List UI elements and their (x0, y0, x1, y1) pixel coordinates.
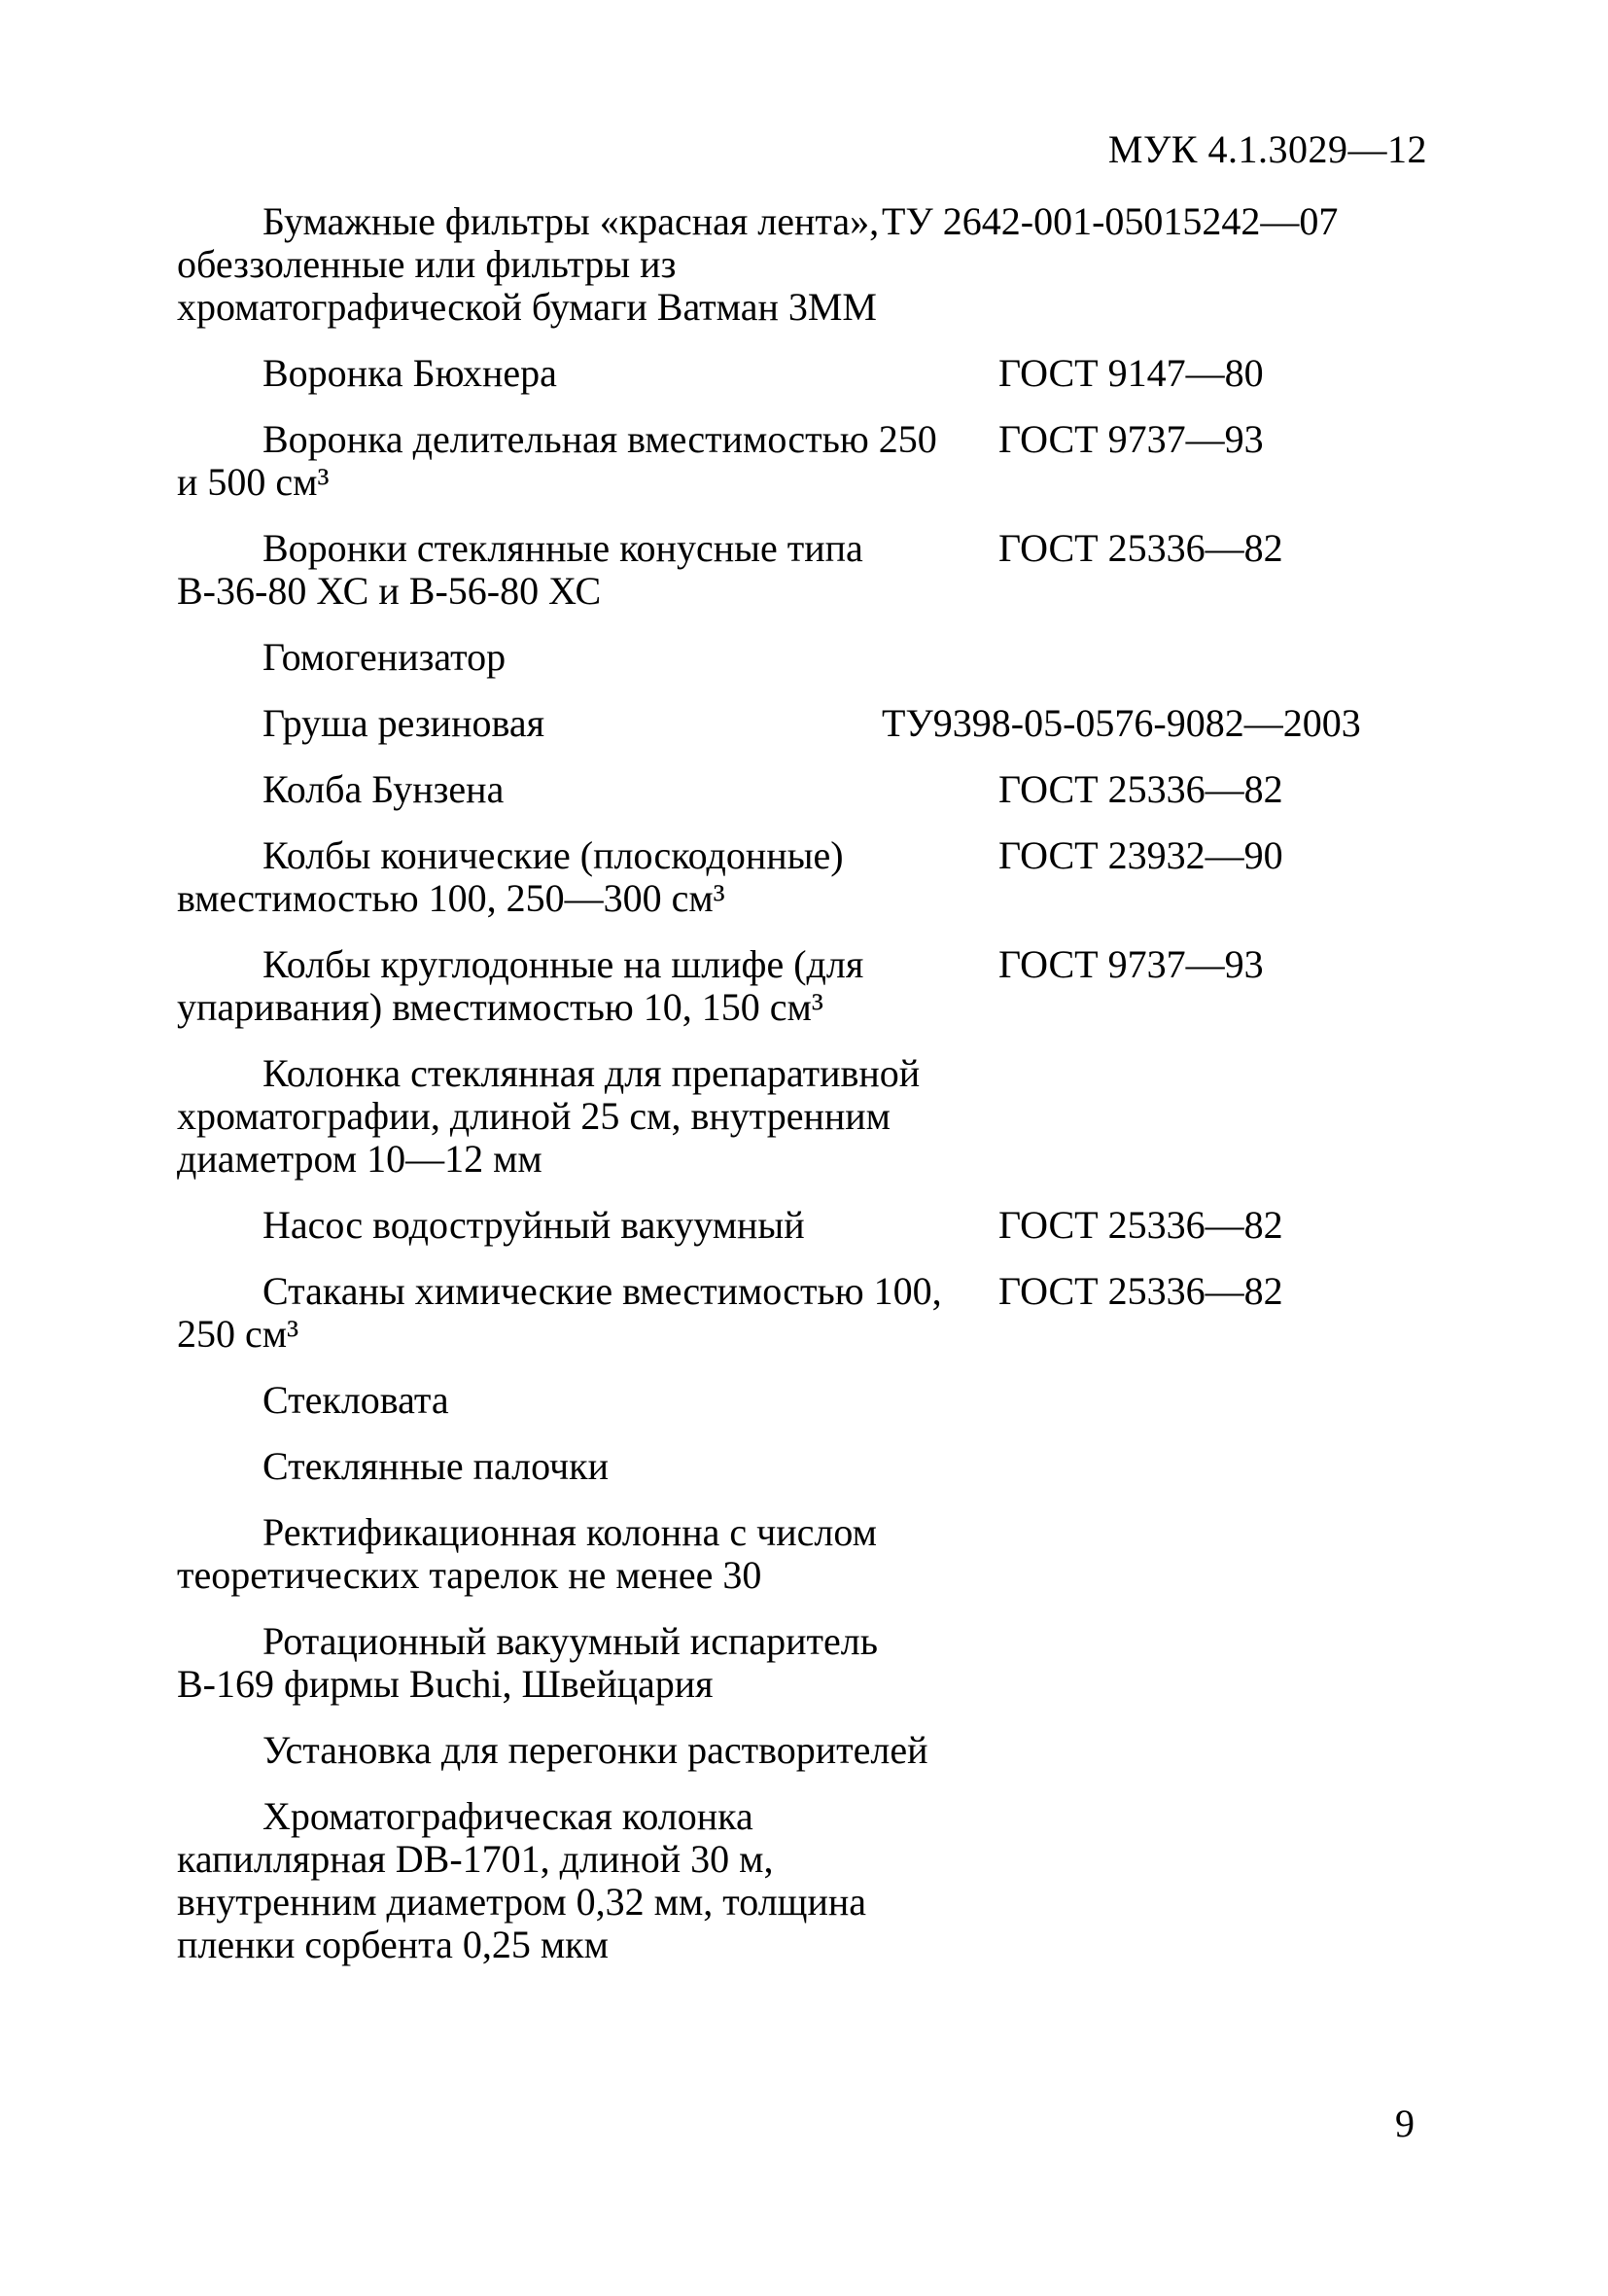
item-standard: ГОСТ 9737—93 (998, 417, 1264, 461)
list-item (177, 636, 1431, 679)
list-item (177, 834, 1431, 920)
item-name: Стекловата (262, 1378, 449, 1422)
item-standard: ГОСТ 9737—93 (998, 942, 1264, 986)
item-name: Воронки стеклянные конусные типа В-36-80 ХС и В-56-80 ХС (177, 526, 863, 613)
item-standard: ТУ9398-05-0576-9082—2003 (882, 701, 1361, 745)
document-code: МУК 4.1.3029—12 (1107, 127, 1427, 171)
item-name: Бумажные фильтры «красная лента», обеззоленные или фильтры из хроматографической бумаги Ватман 3ММ (177, 199, 880, 329)
list-item (177, 1445, 1431, 1488)
list-item (177, 1270, 1431, 1356)
item-name: Стеклянные палочки (262, 1444, 610, 1488)
list-item (177, 418, 1431, 504)
list-item (177, 1052, 1431, 1181)
item-standard: ГОСТ 23932—90 (998, 833, 1283, 877)
item-name: Колбы круглодонные на шлифе (для упаривания) вместимостью 10, 150 см³ (177, 942, 864, 1029)
page-number: 9 (1395, 2102, 1415, 2145)
list-item (177, 200, 1431, 329)
item-name: Ротационный вакуумный испаритель В-169 фирмы Buchi, Швейцария (177, 1619, 878, 1706)
item-name: Хроматографическая колонка капиллярная DB-1701, длиной 30 м, внутренним диаметром 0,32 мм, толщина пленки сорбента 0,25 мкм (177, 1794, 867, 1966)
list-item (177, 1729, 1431, 1772)
item-standard: ГОСТ 25336—82 (998, 1203, 1283, 1247)
list-item (177, 1620, 1431, 1706)
item-name: Гомогенизатор (262, 635, 507, 679)
equipment-list (177, 200, 1431, 1990)
list-item (177, 1795, 1431, 1966)
item-standard: ГОСТ 9147—80 (998, 351, 1264, 395)
item-name: Воронка Бюхнера (262, 351, 557, 395)
item-name: Колба Бунзена (262, 767, 505, 811)
item-name: Груша резиновая (262, 701, 544, 745)
list-item (177, 527, 1431, 613)
list-item (177, 943, 1431, 1029)
item-standard: ГОСТ 25336—82 (998, 526, 1283, 570)
item-name: Установка для перегонки растворителей (262, 1728, 928, 1772)
item-name: Колбы конические (плоскодонные) вместимостью 100, 250—300 см³ (177, 833, 844, 920)
item-name: Воронка делительная вместимостью 250 и 500 см³ (177, 417, 937, 504)
item-standard: ТУ 2642-001-05015242—07 (882, 199, 1339, 243)
list-item (177, 768, 1431, 811)
item-name: Колонка стеклянная для препаративной хроматографии, длиной 25 см, внутренним диаметром 10—12 мм (177, 1051, 921, 1181)
item-name: Стаканы химические вместимостью 100, 250 см³ (177, 1269, 942, 1356)
item-name: Ректификационная колонна с числом теоретических тарелок не менее 30 (177, 1510, 877, 1597)
item-standard: ГОСТ 25336—82 (998, 1269, 1283, 1313)
list-item (177, 702, 1431, 745)
list-item (177, 1204, 1431, 1247)
list-item (177, 1511, 1431, 1597)
item-name: Насос водоструйный вакуумный (262, 1203, 805, 1247)
list-item (177, 352, 1431, 395)
list-item (177, 1379, 1431, 1422)
item-standard: ГОСТ 25336—82 (998, 767, 1283, 811)
